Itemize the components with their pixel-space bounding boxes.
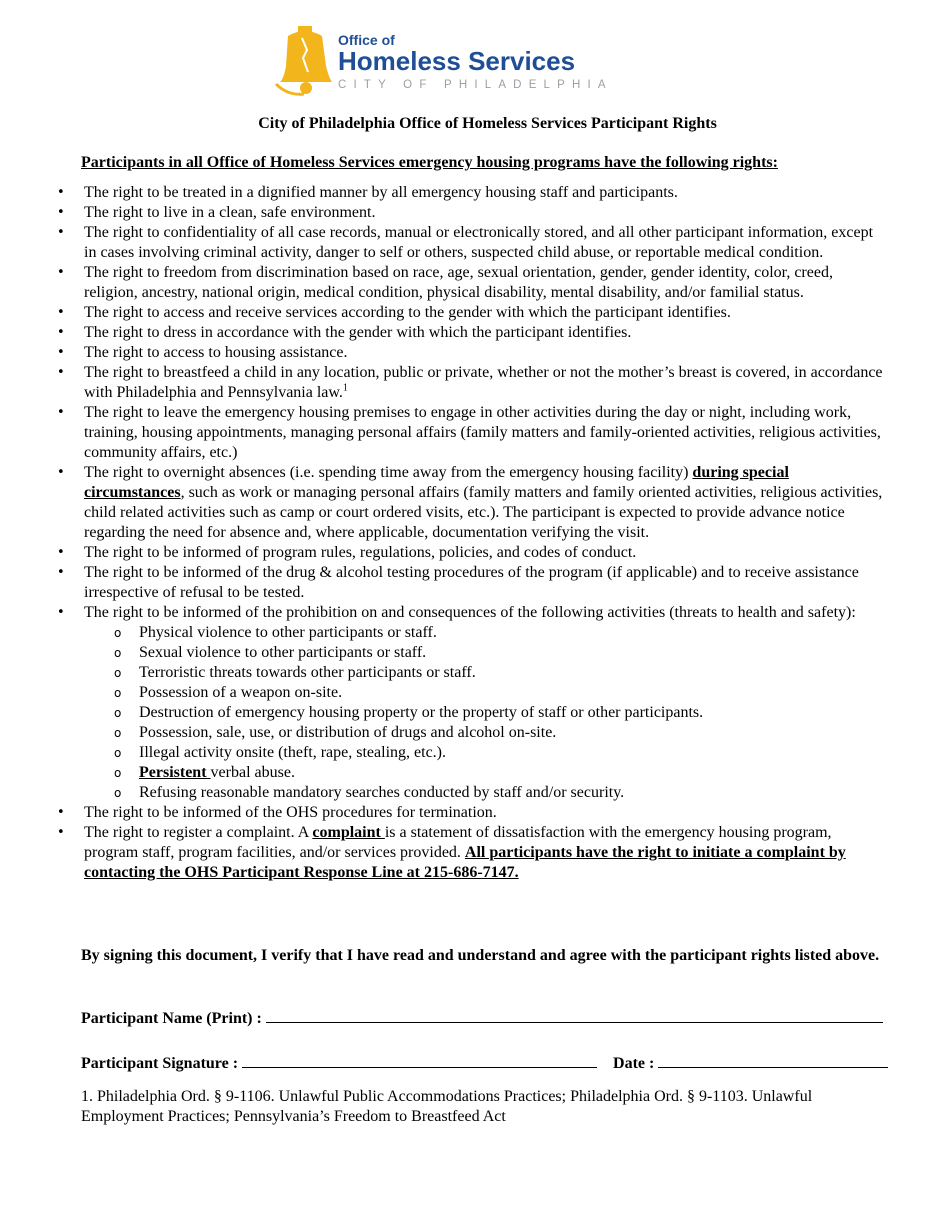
prohibited-item: o Possession, sale, use, or distribution of drugs and alcohol on-site.	[84, 723, 889, 743]
prohibited-item: o Refusing reasonable mandatory searches conducted by staff and/or security.	[84, 783, 889, 803]
prohibition-text: The right to be informed of the prohibition on and consequences of the following activities (threats to health and safety):	[84, 604, 856, 621]
rights-list	[84, 183, 889, 883]
complaint-emphasis: complaint	[312, 824, 385, 841]
participant-signature-label: Participant Signature :	[81, 1055, 239, 1072]
participant-signature-row	[81, 1052, 888, 1074]
right-item-complaint	[84, 823, 889, 883]
breastfeed-text: The right to breastfeed a child in any location, public or private, whether or not the mother’s breast is covered, in accordance with Philadelphia and Pennsylvania law.	[84, 364, 883, 401]
right-item-prohibition	[84, 603, 889, 803]
right-item: • The right to freedom from discrimination based on race, age, sexual orientation, gender, gender identity, color, creed, religion, ancestry, national origin, medical condition, physical disability, mental disability, and/or familial status.	[84, 263, 889, 303]
right-item: • The right to be informed of program rules, regulations, policies, and codes of conduct.	[84, 543, 889, 563]
date-field[interactable]	[658, 1052, 888, 1068]
complaint-text-before: The right to register a complaint. A	[84, 824, 313, 841]
participant-name-field[interactable]	[266, 1007, 883, 1023]
footnote-ref: 1	[342, 382, 348, 394]
verification-statement: By signing this document, I verify that I have read and understand and agree with the participant rights listed above.	[81, 947, 880, 964]
right-item-overnight	[84, 463, 889, 543]
footnote: 1. Philadelphia Ord. § 9-1106. Unlawful Public Accommodations Practices; Philadelphia Ord. § 9-1103. Unlawful Employment Practices; Pennsylvania’s Freedom to Breastfeed Act	[81, 1088, 813, 1125]
prohibited-item-persistent	[84, 763, 889, 783]
right-item: • The right to be informed of the drug & alcohol testing procedures of the program (if applicable) and to receive assistance irrespective of refusal to be tested.	[84, 563, 889, 603]
persistent-rest: verbal abuse.	[210, 764, 295, 781]
right-item: • The right to confidentiality of all case records, manual or electronically stored, and all other participant information, except in cases involving criminal activity, danger to self or others, suspected child abuse, or reportable medical condition.	[84, 223, 889, 263]
ohs-logo	[274, 24, 614, 98]
prohibited-item: o Destruction of emergency housing property or the property of staff or other participants.	[84, 703, 889, 723]
rights-intro: Participants in all Office of Homeless Services emergency housing programs have the following rights:	[81, 154, 778, 171]
right-item: • The right to be treated in a dignified manner by all emergency housing staff and participants.	[84, 183, 889, 203]
prohibited-item: o Terroristic threats towards other participants or staff.	[84, 663, 889, 683]
right-item: • The right to access to housing assistance.	[84, 343, 889, 363]
prohibited-item: o Possession of a weapon on-site.	[84, 683, 889, 703]
overnight-text-before: The right to overnight absences (i.e. spending time away from the emergency housing facility)	[84, 464, 693, 481]
right-item: • The right to access and receive services according to the gender with which the participant identifies.	[84, 303, 889, 323]
prohibited-item: o Physical violence to other participants or staff.	[84, 623, 889, 643]
right-item: • The right to be informed of the OHS procedures for termination.	[84, 803, 889, 823]
participant-name-row	[81, 1007, 883, 1029]
participant-name-label: Participant Name (Print) :	[81, 1010, 262, 1027]
complaint-line-text: All participants have the right to initiate a complaint by contacting the OHS Participant Response Line at 215-686-7147.	[84, 844, 846, 881]
logo-line-city: CITY OF PHILADELPHIA	[338, 79, 613, 91]
right-item: • The right to live in a clean, safe environment.	[84, 203, 889, 223]
right-item: • The right to leave the emergency housing premises to engage in other activities during the day or night, including work, training, housing appointments, managing personal affairs (family matters and family-oriented activities, religious activities, community affairs, etc.)	[84, 403, 889, 463]
prohibited-activities-list	[84, 623, 889, 803]
document-title: City of Philadelphia Office of Homeless Services Participant Rights	[258, 115, 717, 132]
prohibited-item: o Sexual violence to other participants or staff.	[84, 643, 889, 663]
persistent-emphasis: Persistent	[139, 764, 211, 781]
overnight-emphasis: during special circumstances	[84, 464, 789, 501]
logo-line-homeless-services: Homeless Services	[338, 46, 576, 76]
overnight-text-after: , such as work or managing personal affairs (family matters and family oriented activities, religious activities, child related activities such as camp or court ordered visits, etc.). The participant is expected to provide advance notice regarding the need for absence and, where applicable, documentation verifying the visit.	[84, 484, 883, 541]
participant-signature-field[interactable]	[242, 1052, 597, 1068]
liberty-bell-icon	[274, 24, 338, 98]
right-item: • The right to dress in accordance with the gender with which the participant identifies.	[84, 323, 889, 343]
logo-line-office-of: Office of	[338, 32, 395, 48]
complaint-text-after: is a statement of dissatisfaction with the emergency housing program, program staff, program facilities, and/or services provided.	[84, 824, 832, 861]
date-label: Date :	[613, 1055, 655, 1072]
prohibited-item: o Illegal activity onsite (theft, rape, stealing, etc.).	[84, 743, 889, 763]
right-item-breastfeed	[84, 363, 889, 403]
